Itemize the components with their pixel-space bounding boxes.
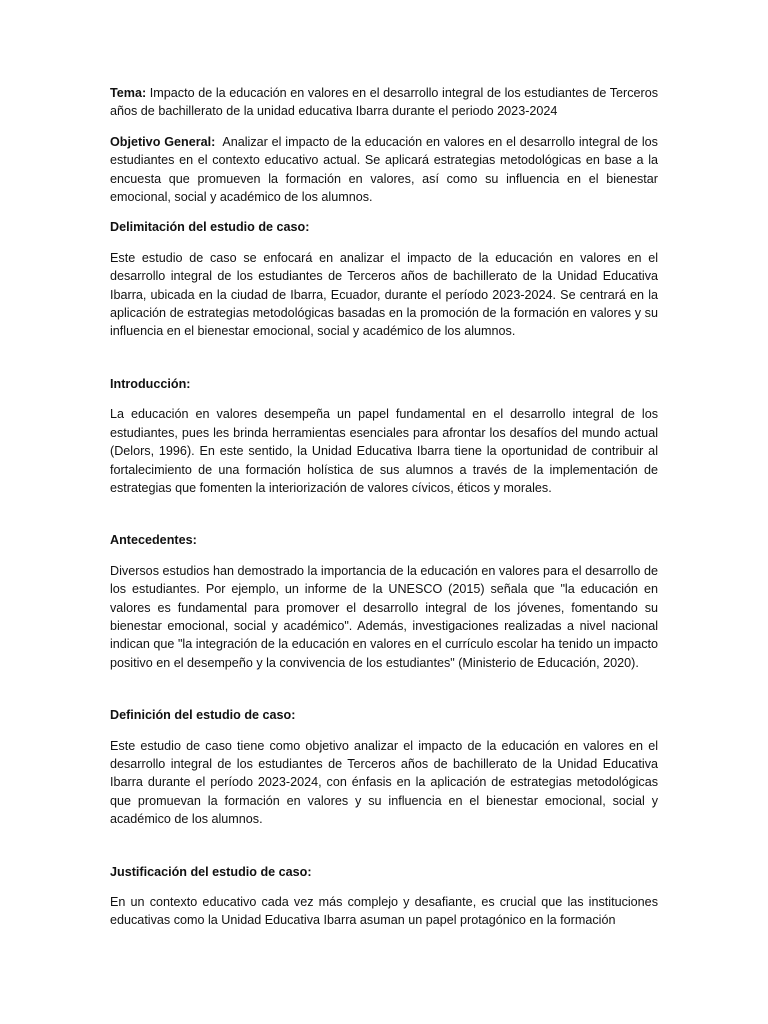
spacer bbox=[110, 353, 658, 375]
tema-label: Tema: bbox=[110, 86, 147, 100]
antecedentes-heading: Antecedentes: bbox=[110, 533, 197, 548]
spacer bbox=[110, 509, 658, 531]
introduccion-text: La educación en valores desempeña un papel fundamental en el desarrollo integral de los estudiantes, pues les brinda herramientas esenciales para afrontar los desafíos del mundo actual (Delors, 1996). En este sentido, la Unidad Educativa Ibarra tiene la oportunidad de contribuir al fortalecimiento de una formación holística de sus alumnos a través de la implementación de estrategias que fomenten la interiorización de valores cívicos, éticos y morales. bbox=[110, 407, 658, 495]
objetivo-text: Analizar el impacto de la educación en valores en el desarrollo integral de los estudiantes en el contexto educativo actual. Se aplicará estrategias metodológicas en base a la encuesta que promueven la formación en valores, así como su influencia en el bienestar emocional, social y académico de los alumnos. bbox=[110, 134, 658, 205]
justificacion-text: En un contexto educativo cada vez más complejo y desafiante, es crucial que las instituciones educativas como la Unidad Educativa Ibarra asuman un papel protagónico en la formación bbox=[110, 895, 658, 928]
spacer bbox=[110, 684, 658, 706]
justificacion-heading: Justificación del estudio de caso: bbox=[110, 864, 312, 879]
tema-text: Impacto de la educación en valores en el desarrollo integral de los estudiantes de Terceros años de bachillerato de la unidad educativa Ibarra durante el periodo 2023-2024 bbox=[110, 86, 659, 119]
introduccion-heading: Introducción: bbox=[110, 376, 191, 391]
spacer bbox=[110, 841, 658, 863]
delimitacion-heading: Delimitación del estudio de caso: bbox=[110, 220, 310, 235]
tema-paragraph bbox=[110, 84, 658, 121]
delimitacion-text: Este estudio de caso se enfocará en analizar el impacto de la educación en valores en el desarrollo integral de los estudiantes de Terceros años de bachillerato de la Unidad Educativa Ibarra, ubicada en la ciudad de Ibarra, Ecuador, durante el período 2023-2024. Se centrará en la aplicación de estrategias metodológicas basadas en la promoción de la formación en valores y su influencia en el bienestar emocional, social y académico de los alumnos. bbox=[110, 250, 658, 339]
definicion-text: Este estudio de caso tiene como objetivo analizar el impacto de la educación en valores en el desarrollo integral de los estudiantes de Terceros años de bachillerato de la Unidad Educativa Ibarra durante el período 2023-2024, con énfasis en la aplicación de estrategias metodológicas que promuevan la formación en valores y su influencia en el bienestar emocional, social y académico de los alumnos. bbox=[110, 738, 658, 827]
objetivo-label: Objetivo General: bbox=[110, 134, 216, 149]
objetivo-paragraph bbox=[110, 133, 658, 207]
antecedentes-text: Diversos estudios han demostrado la importancia de la educación en valores para el desarrollo de los estudiantes. Por ejemplo, un informe de la UNESCO (2015) señala que "la educación en valores es fundamental para promover el desarrollo integral de los jóvenes, fomentando su bienestar emocional, social y académico". Además, investigaciones realizadas a nivel nacional indican que "la integración de la educación en valores en el currículo escolar ha tenido un impacto positivo en el desempeño y la convivencia de los estudiantes" (Ministerio de Educación, 2020). bbox=[110, 563, 658, 670]
definicion-heading: Definición del estudio de caso: bbox=[110, 708, 296, 723]
